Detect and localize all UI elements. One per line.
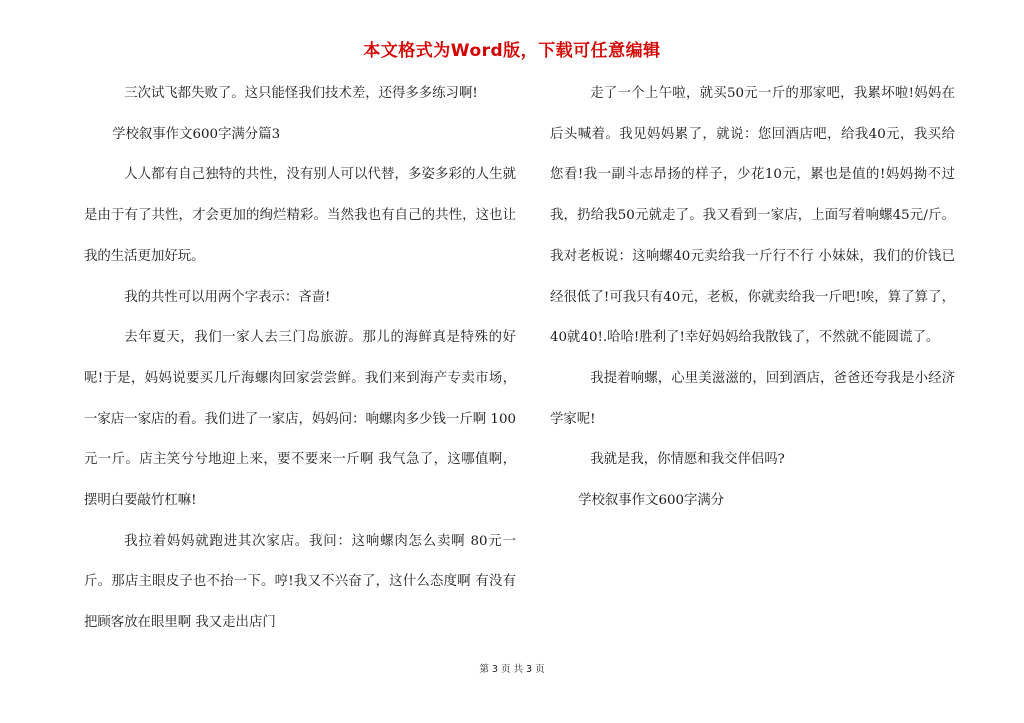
- paragraph: 三次试飞都失败了。这只能怪我们技术差，还得多多练习啊!: [124, 86, 478, 101]
- paragraph: 去年夏天，我们一家人去三门岛旅游。那儿的海鲜真是特殊的好呢!于是，妈妈说要买几斤海螺肉回家尝尝鲜。我们来到海产专卖市场，一家店一家店的看。我们进了一家店，妈妈问：响螺肉多少钱一斤啊 100元一斤。店主笑兮兮地迎上来，要不要来一斤啊 我气急了，这哪值啊，摆明白要敲竹杠嘛!: [84, 330, 516, 509]
- paragraph: 我提着响螺，心里美滋滋的，回到酒店，爸爸还夸我是小经济学家呢!: [550, 370, 955, 427]
- paragraph: 我拉着妈妈就跑进其次家店。我问：这响螺肉怎么卖啊 80元一斤。那店主眼皮子也不抬一下。哼!我又不兴奋了，这什么态度啊 有没有把顾客放在眼里啊 我又走出店门: [84, 533, 516, 631]
- page-footer: 第 3 页 共 3 页: [479, 664, 545, 675]
- section-heading: 学校叙事作文600字满分: [578, 493, 725, 509]
- paragraph: 走了一个上午啦，就买50元一斤的那家吧，我累坏啦!妈妈在后头喊着。我见妈妈累了，就说：您回酒店吧，给我40元，我买给您看!我一副斗志昂扬的样子，少花10元，累也是值的!妈妈拗不过我，扔给我50元就走了。我又看到一家店，上面写着响螺45元/斤。我对老板说：这响螺40元卖给我一斤行不行 小妹妹，我们的价钱已经很低了!可我只有40元，老板，你就卖给我一斤吧!唉，算了算了，40就40!.哈哈!胜利了!幸好妈妈给我散钱了，不然就不能圆谎了。: [550, 86, 955, 346]
- section-heading: 学校叙事作文600字满分篇3: [112, 126, 281, 142]
- paragraph: 我就是我，你情愿和我交伴侣吗?: [590, 452, 785, 468]
- paragraph: 人人都有自己独特的共性，没有别人可以代替，多姿多彩的人生就是由于有了共性，才会更加的绚烂精彩。当然我也有自己的共性，这也让我的生活更加好玩。: [84, 167, 516, 264]
- left-column: [84, 74, 516, 644]
- right-column: [550, 74, 955, 522]
- download-banner: 本文格式为Word版，下载可任意编辑: [363, 41, 661, 61]
- paragraph: 我的共性可以用两个字表示：吝啬!: [124, 289, 331, 305]
